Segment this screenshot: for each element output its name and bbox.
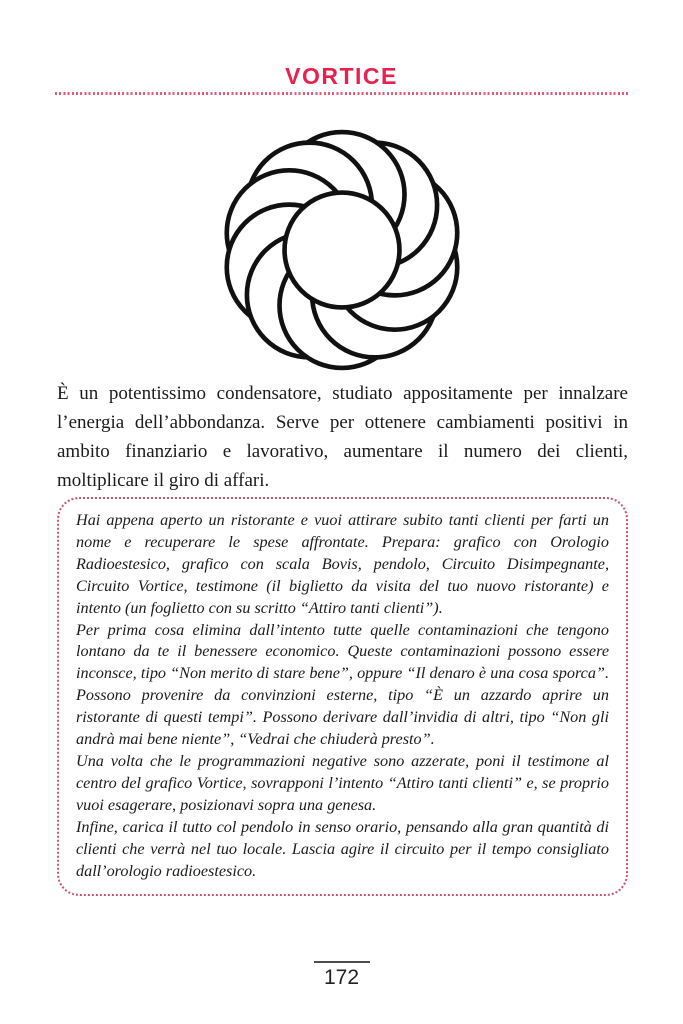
vortex-symbol bbox=[219, 127, 465, 373]
footer-rule bbox=[314, 961, 370, 963]
page-title: VORTICE bbox=[285, 63, 398, 90]
page-number: 172 bbox=[323, 966, 360, 989]
box-paragraph: Una volta che le programmazioni negative sono azzerate, poni il testimone al centro del grafico Vortice, sovrapponi l’intento “Attiro tanti clienti” e, se proprio vuoi esagerare, posizionavi sopra una genesa. bbox=[76, 751, 609, 814]
box-paragraph: Per prima cosa elimina dall’intento tutte quelle contaminazioni che tengono lontano da te il benessere economico. Queste contaminazioni possono essere inconsce, tipo “Non merito di stare bene”, oppure “Il denaro è una cosa sporca”. Possono provenire da convinzioni esterne, tipo “È un azzardo aprire un ristorante di questi tempi”. Possono derivare dall’invidia di altri, tipo “Non gli andrà mai bene niente”, “Vedrai che chiuderà presto”. bbox=[76, 620, 609, 749]
example-box bbox=[57, 497, 628, 896]
box-paragraph: Infine, carica il tutto col pendolo in senso orario, pensando alla gran quantità di clienti che verrà nel tuo locale. Lascia agire il circuito per il tempo consigliato dall’orologio radioestesico. bbox=[76, 817, 609, 880]
title-dotted-rule bbox=[55, 92, 628, 95]
intro-paragraph: È un potentissimo condensatore, studiato appositamente per innalzare l’energia dell’abbondanza. Serve per ottenere cambiamenti positivi in ambito finanziario e lavorativo, aumentare il numero dei clienti, moltiplicare il giro di affari. bbox=[57, 383, 628, 491]
vortex-icon bbox=[219, 127, 465, 373]
box-paragraph: Hai appena aperto un ristorante e vuoi attirare subito tanti clienti per farti un nome e recuperare le spese affrontate. Prepara: grafico con Orologio Radioestesico, grafico con scala Bovis, pendolo, Circuito Disimpegnante, Circuito Vortice, testimone (il biglietto da visita del tuo nuovo ristorante) e intento (un foglietto con su scritto “Attiro tanti clienti”). bbox=[76, 511, 609, 617]
